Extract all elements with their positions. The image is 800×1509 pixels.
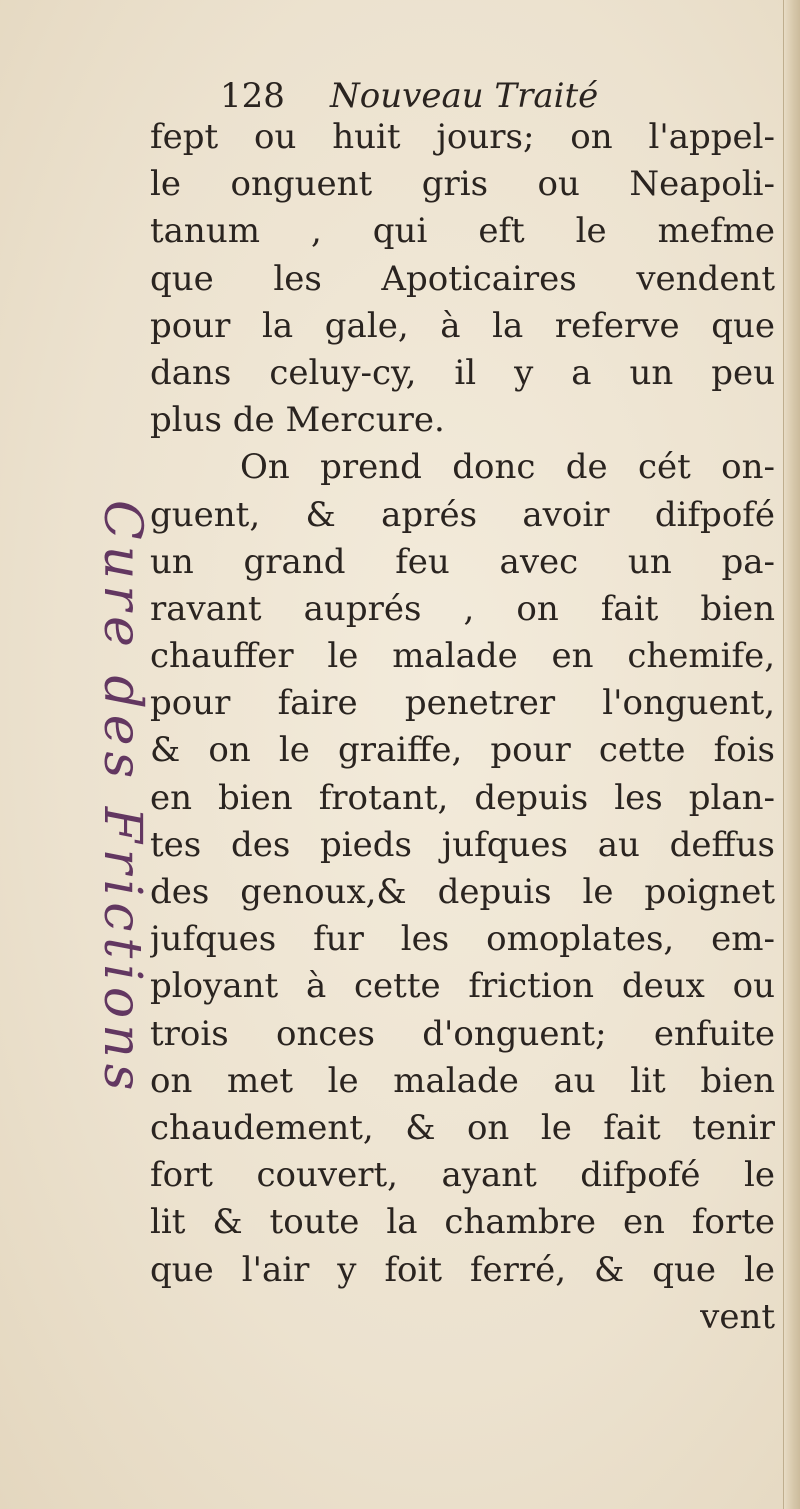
text-line: ployant à cette friction deux ou — [150, 966, 775, 1007]
text-line: fort couvert, ayant difpofé le — [150, 1155, 775, 1196]
text-line: & on le graiffe, pour cette fois — [150, 730, 775, 771]
text-line: ravant auprés , on fait bien — [150, 588, 775, 629]
text-line: guent, & aprés avoir difpofé — [150, 494, 775, 535]
text-line: le onguent gris ou Neapoli- — [150, 164, 775, 205]
body-text — [150, 114, 775, 1341]
text-line: chaudement, & on le fait tenir — [150, 1107, 775, 1148]
text-line: pour faire penetrer l'onguent, — [150, 683, 775, 724]
catchword: vent — [700, 1296, 775, 1337]
text-line: trois onces d'onguent; enfuite — [150, 1013, 775, 1054]
running-title: Nouveau Traité — [330, 76, 599, 116]
paragraph-start-line: On prend donc de cét on- — [240, 447, 775, 488]
text-line: pour la gale, à la referve que — [150, 305, 775, 346]
text-line: que les Apoticaires vendent — [150, 258, 775, 299]
text-line: tanum , qui eft le mefme — [150, 211, 775, 252]
text-line: en bien frotant, depuis les plan- — [150, 777, 775, 818]
text-line: des genoux,& depuis le poignet — [150, 872, 775, 912]
text-line: fept ou huit jours; on l'appel- — [150, 117, 775, 157]
text-line: tes des pieds jufques au deffus — [150, 824, 775, 865]
handwritten-margin-note: Cure des Frictions — [92, 500, 152, 1097]
text-line: plus de Mercure. — [150, 400, 445, 441]
page-header — [220, 76, 598, 116]
text-line: chauffer le malade en chemife, — [150, 636, 775, 677]
page-edge — [783, 0, 800, 1509]
text-line: on met le malade au lit bien — [150, 1060, 775, 1101]
text-line: dans celuy-cy, il y a un peu — [150, 352, 775, 393]
text-line: lit & toute la chambre en forte — [150, 1202, 775, 1243]
text-line: un grand feu avec un pa- — [150, 541, 775, 582]
page-number: 128 — [220, 76, 285, 116]
text-line: jufques fur les omoplates, em- — [150, 919, 775, 960]
text-line: que l'air y foit ferré, & que le — [150, 1249, 775, 1290]
